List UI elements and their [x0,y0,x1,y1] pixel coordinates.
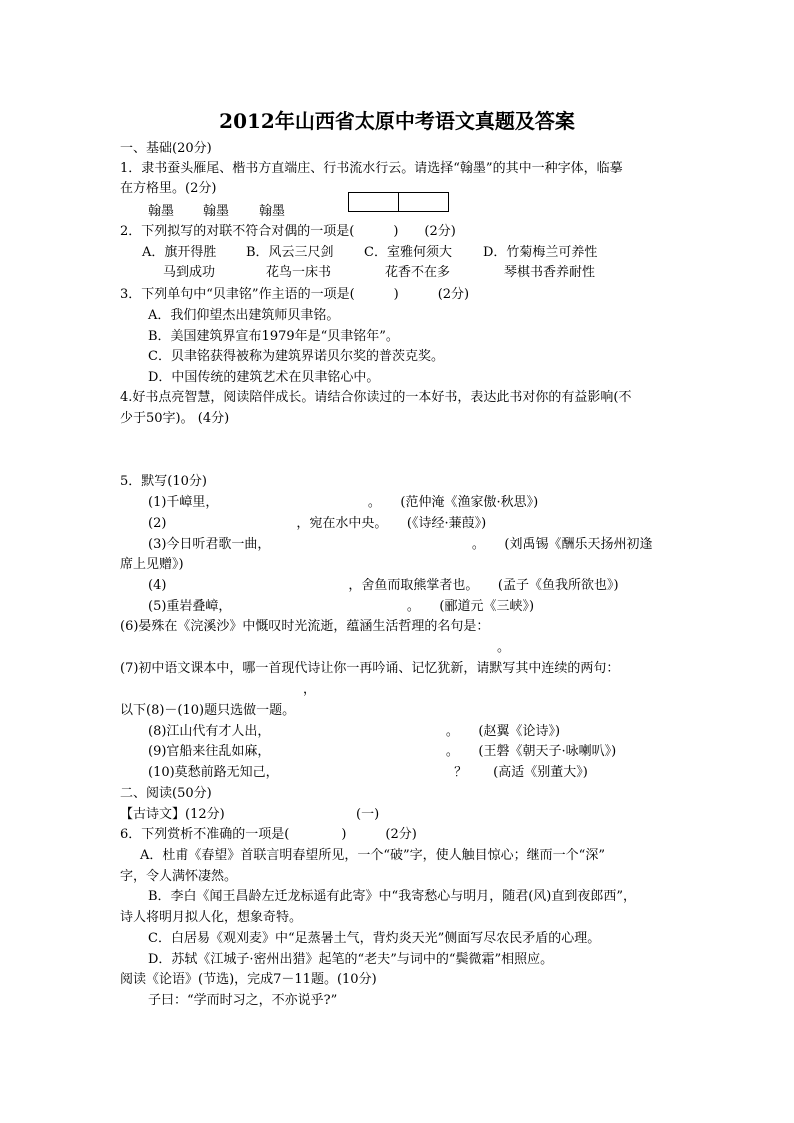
q2-option-c: C．室雅何须大 [364,245,452,260]
question-4-line-2: 少于50字)。 (4分) [120,411,230,426]
question-2: 2．下列拟写的对联不符合对偶的一项是( ) (2分) [120,224,456,239]
q6-option-d: D．苏轼《江城子·密州出猎》起笔的“老夫”与词中的“鬓微霜”相照应。 [148,952,554,967]
q5-item-2: (2) ，宛在水中央。 (《诗经·蒹葭》) [148,516,487,531]
section-1-heading: 一、基础(20分) [120,141,212,156]
q5-item-1: (1)千嶂里， 。 (范仲淹《渔家傲·秋思》) [148,495,539,510]
question-5: 5．默写(10分) [120,474,207,489]
q5-item-7: (7)初中语文课本中，哪一首现代诗让你一再吟诵、记忆犹新，请默写其中连续的两句： [120,661,620,676]
q5-item-6-end: 。 [497,640,511,655]
q2-option-a: A．旗开得胜 [142,245,217,260]
q2-option-c-line-2: 花香不在多 [385,265,451,280]
q5-item-7-mark: ， [303,682,317,697]
section-2-heading: 二、阅读(50分) [120,786,212,801]
q1-word-2: 翰墨 [203,204,230,219]
q5-item-3-cont: 席上见赠》) [120,557,184,572]
q6-option-b: B．李白《闻王昌龄左迁龙标遥有此寄》中“我寄愁心与明月，随君(风)直到夜郎西”， [148,889,636,904]
q1-word-3: 翰墨 [259,204,286,219]
q5-item-3: (3)今日听君歌一曲， 。 (刘禹锡《酬乐天扬州初逢 [148,537,653,552]
q6-option-c: C．白居易《观刈麦》中“足蒸暑土气，背灼炎天光”侧面写尽农民矛盾的心理。 [148,931,601,946]
q3-option-d: D．中国传统的建筑艺术在贝聿铭心中。 [148,370,380,385]
question-6: 6．下列赏析不准确的一项是( ) (2分) [120,827,417,842]
question-1-line-1: 1．隶书蚕头雁尾、楷书方直端庄、行书流水行云。请选择“翰墨”的其中一种字体，临摹 [120,161,623,176]
q5-item-4: (4) ，舍鱼而取熊掌者也。 (孟子《鱼我所欲也》) [148,578,619,593]
q2-option-a-line-2: 马到成功 [163,265,216,280]
q3-option-a: A．我们仰望杰出建筑师贝聿铭。 [148,308,340,323]
q5-choice-note: 以下(8)－(10)题只选做一题。 [120,703,296,718]
question-3: 3．下列单句中“贝聿铭”作主语的一项是( ) (2分) [120,287,470,302]
question-1-line-2: 在方格里。(2分) [120,181,217,196]
q2-option-d-line-2: 琴棋书香养耐性 [504,265,596,280]
subsection-classical: 【古诗文】(12分) [120,807,225,822]
q3-option-b: B．美国建筑界宣布1979年是“贝聿铭年”。 [148,329,399,344]
page-title: 2012年山西省太原中考语文真题及答案 [219,109,575,133]
q6-option-a-cont: 字，令人满怀凄然。 [120,869,238,884]
q2-option-b: B．风云三尺剑 [246,245,334,260]
writing-box-1[interactable] [348,192,399,212]
q3-option-c: C．贝聿铭获得被称为建筑界诺贝尔奖的普茨克奖。 [148,349,444,364]
q5-item-10: (10)莫愁前路无知己， ？ (高适《别董大》) [148,765,588,780]
q5-item-9: (9)官船来往乱如麻， 。 (王磐《朝天子·咏喇叭》) [148,744,617,759]
analects-quote: 子曰：“学而时习之，不亦说乎?” [148,993,338,1008]
q5-item-6: (6)晏殊在《浣溪沙》中慨叹时光流逝，蕴涵生活哲理的名句是： [120,619,490,634]
q5-item-8: (8)江山代有才人出， 。 (赵翼《论诗》) [148,724,561,739]
q6-option-a: A．杜甫《春望》首联言明春望所见，一个“破”字，使人触目惊心；继而一个“深” [140,848,605,863]
q6-option-b-cont: 诗人将明月拟人化，想象奇特。 [120,910,303,925]
question-4-line-1: 4.好书点亮智慧，阅读陪伴成长。请结合你读过的一本好书，表达此书对你的有益影响(不 [120,390,632,405]
q1-word-1: 翰墨 [148,204,175,219]
q5-item-5: (5)重岩叠嶂， 。 (郦道元《三峡》) [148,599,535,614]
subsection-part-marker: (一) [356,807,380,822]
q2-option-b-line-2: 花鸟一床书 [266,265,332,280]
q2-option-d: D．竹菊梅兰可养性 [483,245,598,260]
reading-instruction: 阅读《论语》(节选)，完成7－11题。(10分) [120,972,377,987]
writing-box-2[interactable] [398,192,449,212]
